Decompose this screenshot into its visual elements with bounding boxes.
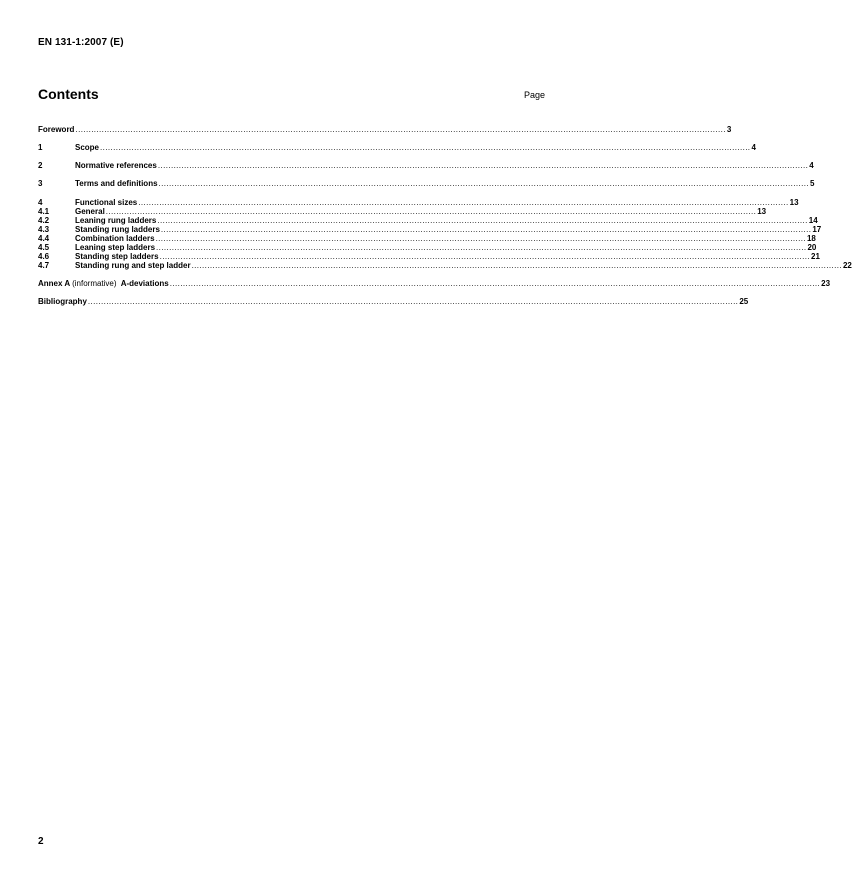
- toc-entry-page: 23: [821, 279, 831, 288]
- toc-leader-dots: ........................................................................................................................................................................................................................................................: [159, 252, 810, 261]
- toc-entry-page: 4: [809, 161, 814, 170]
- toc-entry-page: 17: [812, 225, 822, 234]
- toc-entry-title: Standing step ladders: [75, 252, 159, 261]
- toc-entry-foreword[interactable]: [38, 125, 732, 135]
- toc-leader-dots: ........................................................................................................................................................................................................................................................: [105, 207, 757, 216]
- toc-entry-title: Bibliography: [38, 297, 87, 306]
- toc-entry-title: Leaning step ladders: [75, 243, 156, 252]
- footer-page-number: 2: [38, 836, 44, 847]
- toc-entry-title: Terms and definitions: [75, 179, 158, 188]
- toc-entry-title: General: [75, 207, 105, 216]
- toc-entry-number: 1: [38, 143, 43, 152]
- toc-entry-title: Standing rung ladders: [75, 225, 160, 234]
- toc-leader-dots: ........................................................................................................................................................................................................................................................: [155, 234, 806, 243]
- toc-entry[interactable]: [38, 143, 756, 153]
- toc-entry-number: 4.1: [38, 207, 50, 216]
- toc-entry-number: 4.6: [38, 252, 50, 261]
- toc-leader-dots: ........................................................................................................................................................................................................................................................: [191, 261, 842, 270]
- toc-entry-number: 4.3: [38, 225, 50, 234]
- toc-entry-title: Combination ladders: [75, 234, 155, 243]
- toc-entry-bibliography[interactable]: [38, 297, 749, 307]
- toc-entry-page: 4: [751, 143, 756, 152]
- toc-leader-dots: ........................................................................................................................................................................................................................................................: [158, 179, 809, 188]
- toc-leader-dots: ........................................................................................................................................................................................................................................................: [87, 297, 739, 306]
- page-column-heading: Page: [523, 90, 545, 100]
- toc-leader-dots: ........................................................................................................................................................................................................................................................: [75, 125, 726, 134]
- toc-entry-page: 20: [807, 243, 817, 252]
- toc-entry-page: 5: [809, 179, 815, 188]
- toc-entry-page: 3: [726, 125, 732, 134]
- annex-title: A-deviations: [120, 279, 169, 288]
- toc-entry-number: 2: [38, 161, 43, 170]
- toc-leader-dots: ........................................................................................................................................................................................................................................................: [157, 216, 808, 225]
- toc-entry-page: 21: [811, 252, 820, 261]
- toc-entry-title: Leaning rung ladders: [75, 216, 157, 225]
- toc-entry[interactable]: [38, 161, 814, 171]
- toc-entry-page: 14: [808, 216, 818, 225]
- toc-leader-dots: ........................................................................................................................................................................................................................................................: [157, 161, 809, 170]
- toc-entry-title: Foreword: [38, 125, 75, 134]
- toc-entry-page: 25: [739, 297, 749, 306]
- toc-entry-title: Functional sizes: [75, 198, 138, 207]
- toc-entry-page: 13: [757, 207, 767, 216]
- toc-entry-number: 4.4: [38, 234, 50, 243]
- toc-entry-page: 13: [789, 198, 799, 207]
- toc-entry-number: 4.2: [38, 216, 50, 225]
- toc-entry-title: [38, 279, 169, 289]
- toc-entry-annex-a[interactable]: [38, 279, 831, 289]
- toc-entry-number: 4.5: [38, 243, 50, 252]
- toc-leader-dots: ........................................................................................................................................................................................................................................................: [160, 225, 812, 234]
- toc-entry-page: 22: [842, 261, 852, 270]
- toc-entry[interactable]: [38, 179, 815, 189]
- toc-entry[interactable]: [38, 261, 852, 271]
- toc-entry-title: Normative references: [75, 161, 157, 170]
- toc-leader-dots: ........................................................................................................................................................................................................................................................: [169, 279, 821, 288]
- annex-qualifier: (informative): [72, 279, 117, 288]
- document-id: EN 131-1:2007 (E): [38, 37, 124, 48]
- toc-leader-dots: ........................................................................................................................................................................................................................................................: [156, 243, 807, 252]
- toc-entry-number: 4: [38, 198, 43, 207]
- toc-leader-dots: ........................................................................................................................................................................................................................................................: [100, 143, 751, 152]
- toc-leader-dots: ........................................................................................................................................................................................................................................................: [138, 198, 789, 207]
- contents-heading: Contents: [38, 86, 99, 102]
- toc-entry-number: 4.7: [38, 261, 50, 270]
- toc-entry-title: Standing rung and step ladder: [75, 261, 191, 270]
- toc-entry-title: Scope: [75, 143, 100, 152]
- toc-entry-number: 3: [38, 179, 43, 188]
- toc-entry-page: 18: [806, 234, 816, 243]
- annex-label: Annex A: [38, 279, 70, 288]
